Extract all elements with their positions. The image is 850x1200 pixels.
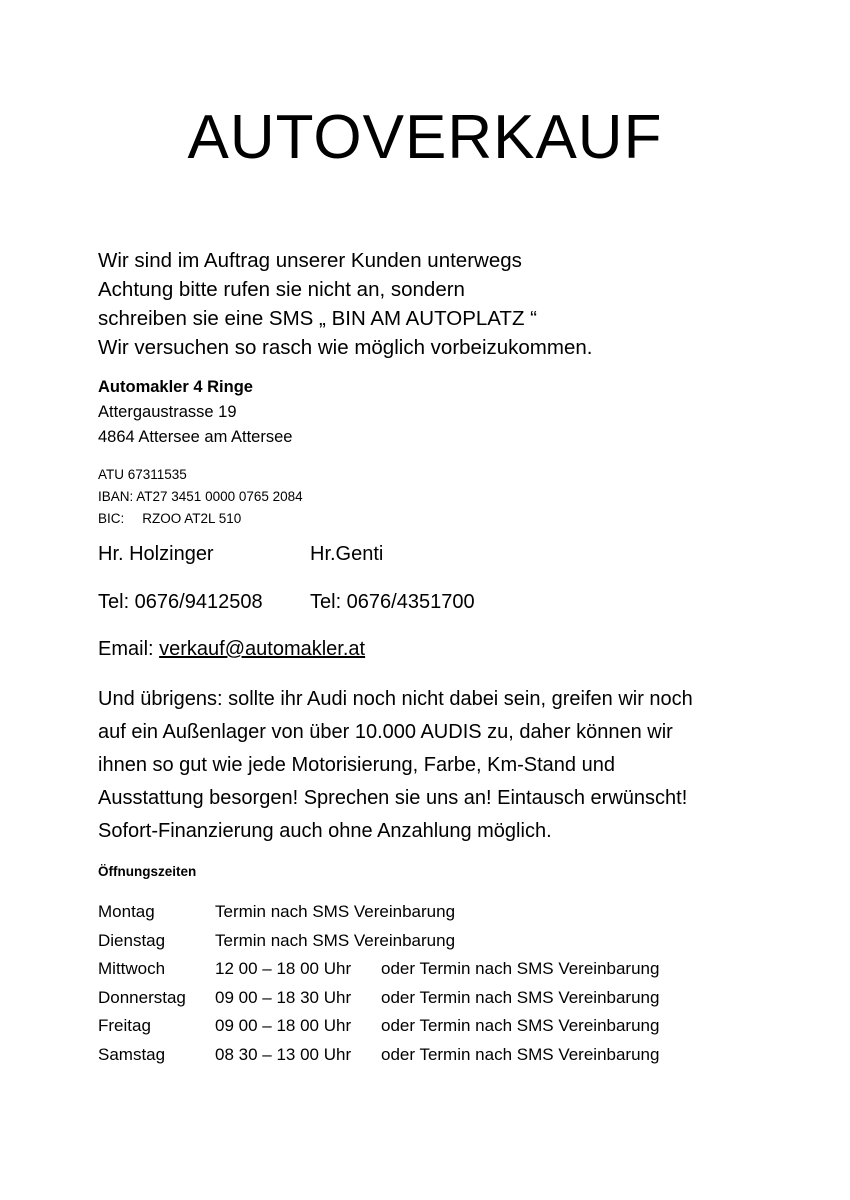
bic-value: RZOO AT2L 510 <box>142 511 242 526</box>
hours-time: 09 00 – 18 00 Uhr <box>215 1016 352 1035</box>
intro-line: Wir sind im Auftrag unserer Kunden unterwegs <box>98 249 522 272</box>
hours-alt: oder Termin nach SMS Vereinbarung <box>381 1016 660 1035</box>
contact-name: Hr. Holzinger <box>98 543 214 565</box>
promo-text <box>98 683 693 848</box>
company-street: Attergaustrasse 19 <box>98 403 237 421</box>
intro-line: schreiben sie eine SMS „ BIN AM AUTOPLATZ “ <box>98 307 537 330</box>
bic <box>98 508 303 530</box>
hours-alt: oder Termin nach SMS Vereinbarung <box>381 987 660 1007</box>
page-title: AUTOVERKAUF <box>187 103 663 172</box>
hours-time: 08 30 – 13 00 Uhr <box>215 1044 352 1064</box>
hours-day: Freitag <box>98 1016 151 1035</box>
atu-number: ATU 67311535 <box>98 467 187 482</box>
contact-phone: Tel: 0676/9412508 <box>98 591 263 613</box>
contact-name: Hr.Genti <box>310 543 384 565</box>
hours-time: 12 00 – 18 00 Uhr <box>215 959 352 978</box>
hours-heading: Öffnungszeiten <box>98 864 197 879</box>
promo-line: Und übrigens: sollte ihr Audi noch nicht dabei sein, greifen wir noch <box>98 688 693 710</box>
hours-day: Dienstag <box>98 930 166 950</box>
contact-phone: Tel: 0676/4351700 <box>310 591 475 613</box>
email-link[interactable]: verkauf@automakler.at <box>159 638 366 660</box>
email-label: Email: <box>98 638 154 660</box>
email-line <box>98 638 365 661</box>
hours-time: 09 00 – 18 30 Uhr <box>215 987 352 1007</box>
company-name: Automakler 4 Ringe <box>98 378 253 396</box>
hours-day: Mittwoch <box>98 959 166 978</box>
intro-line: Achtung bitte rufen sie nicht an, sondern <box>98 278 465 301</box>
bank-details <box>98 464 303 530</box>
company-address <box>98 375 292 450</box>
intro-line: Wir versuchen so rasch wie möglich vorbeizukommen. <box>98 336 593 359</box>
bic-label: BIC: <box>98 511 125 526</box>
hours-time: Termin nach SMS Vereinbarung <box>215 930 456 950</box>
promo-line: auf ein Außenlager von über 10.000 AUDIS zu, daher können wir <box>98 721 673 743</box>
promo-line: ihnen so gut wie jede Motorisierung, Farbe, Km-Stand und <box>98 754 615 776</box>
iban: IBAN: AT27 3451 0000 0765 2084 <box>98 489 303 504</box>
promo-line: Ausstattung besorgen! Sprechen sie uns an! Eintausch erwünscht! <box>98 787 688 809</box>
hours-alt: oder Termin nach SMS Vereinbarung <box>381 1044 660 1064</box>
hours-day: Samstag <box>98 1044 166 1064</box>
intro-text <box>98 246 592 362</box>
hours-day: Donnerstag <box>98 987 186 1007</box>
hours-alt: oder Termin nach SMS Vereinbarung <box>381 959 660 978</box>
hours-day: Montag <box>98 902 155 921</box>
company-city: 4864 Attersee am Attersee <box>98 428 293 446</box>
promo-line: Sofort-Finanzierung auch ohne Anzahlung möglich. <box>98 820 552 842</box>
hours-time: Termin nach SMS Vereinbarung <box>215 902 456 921</box>
